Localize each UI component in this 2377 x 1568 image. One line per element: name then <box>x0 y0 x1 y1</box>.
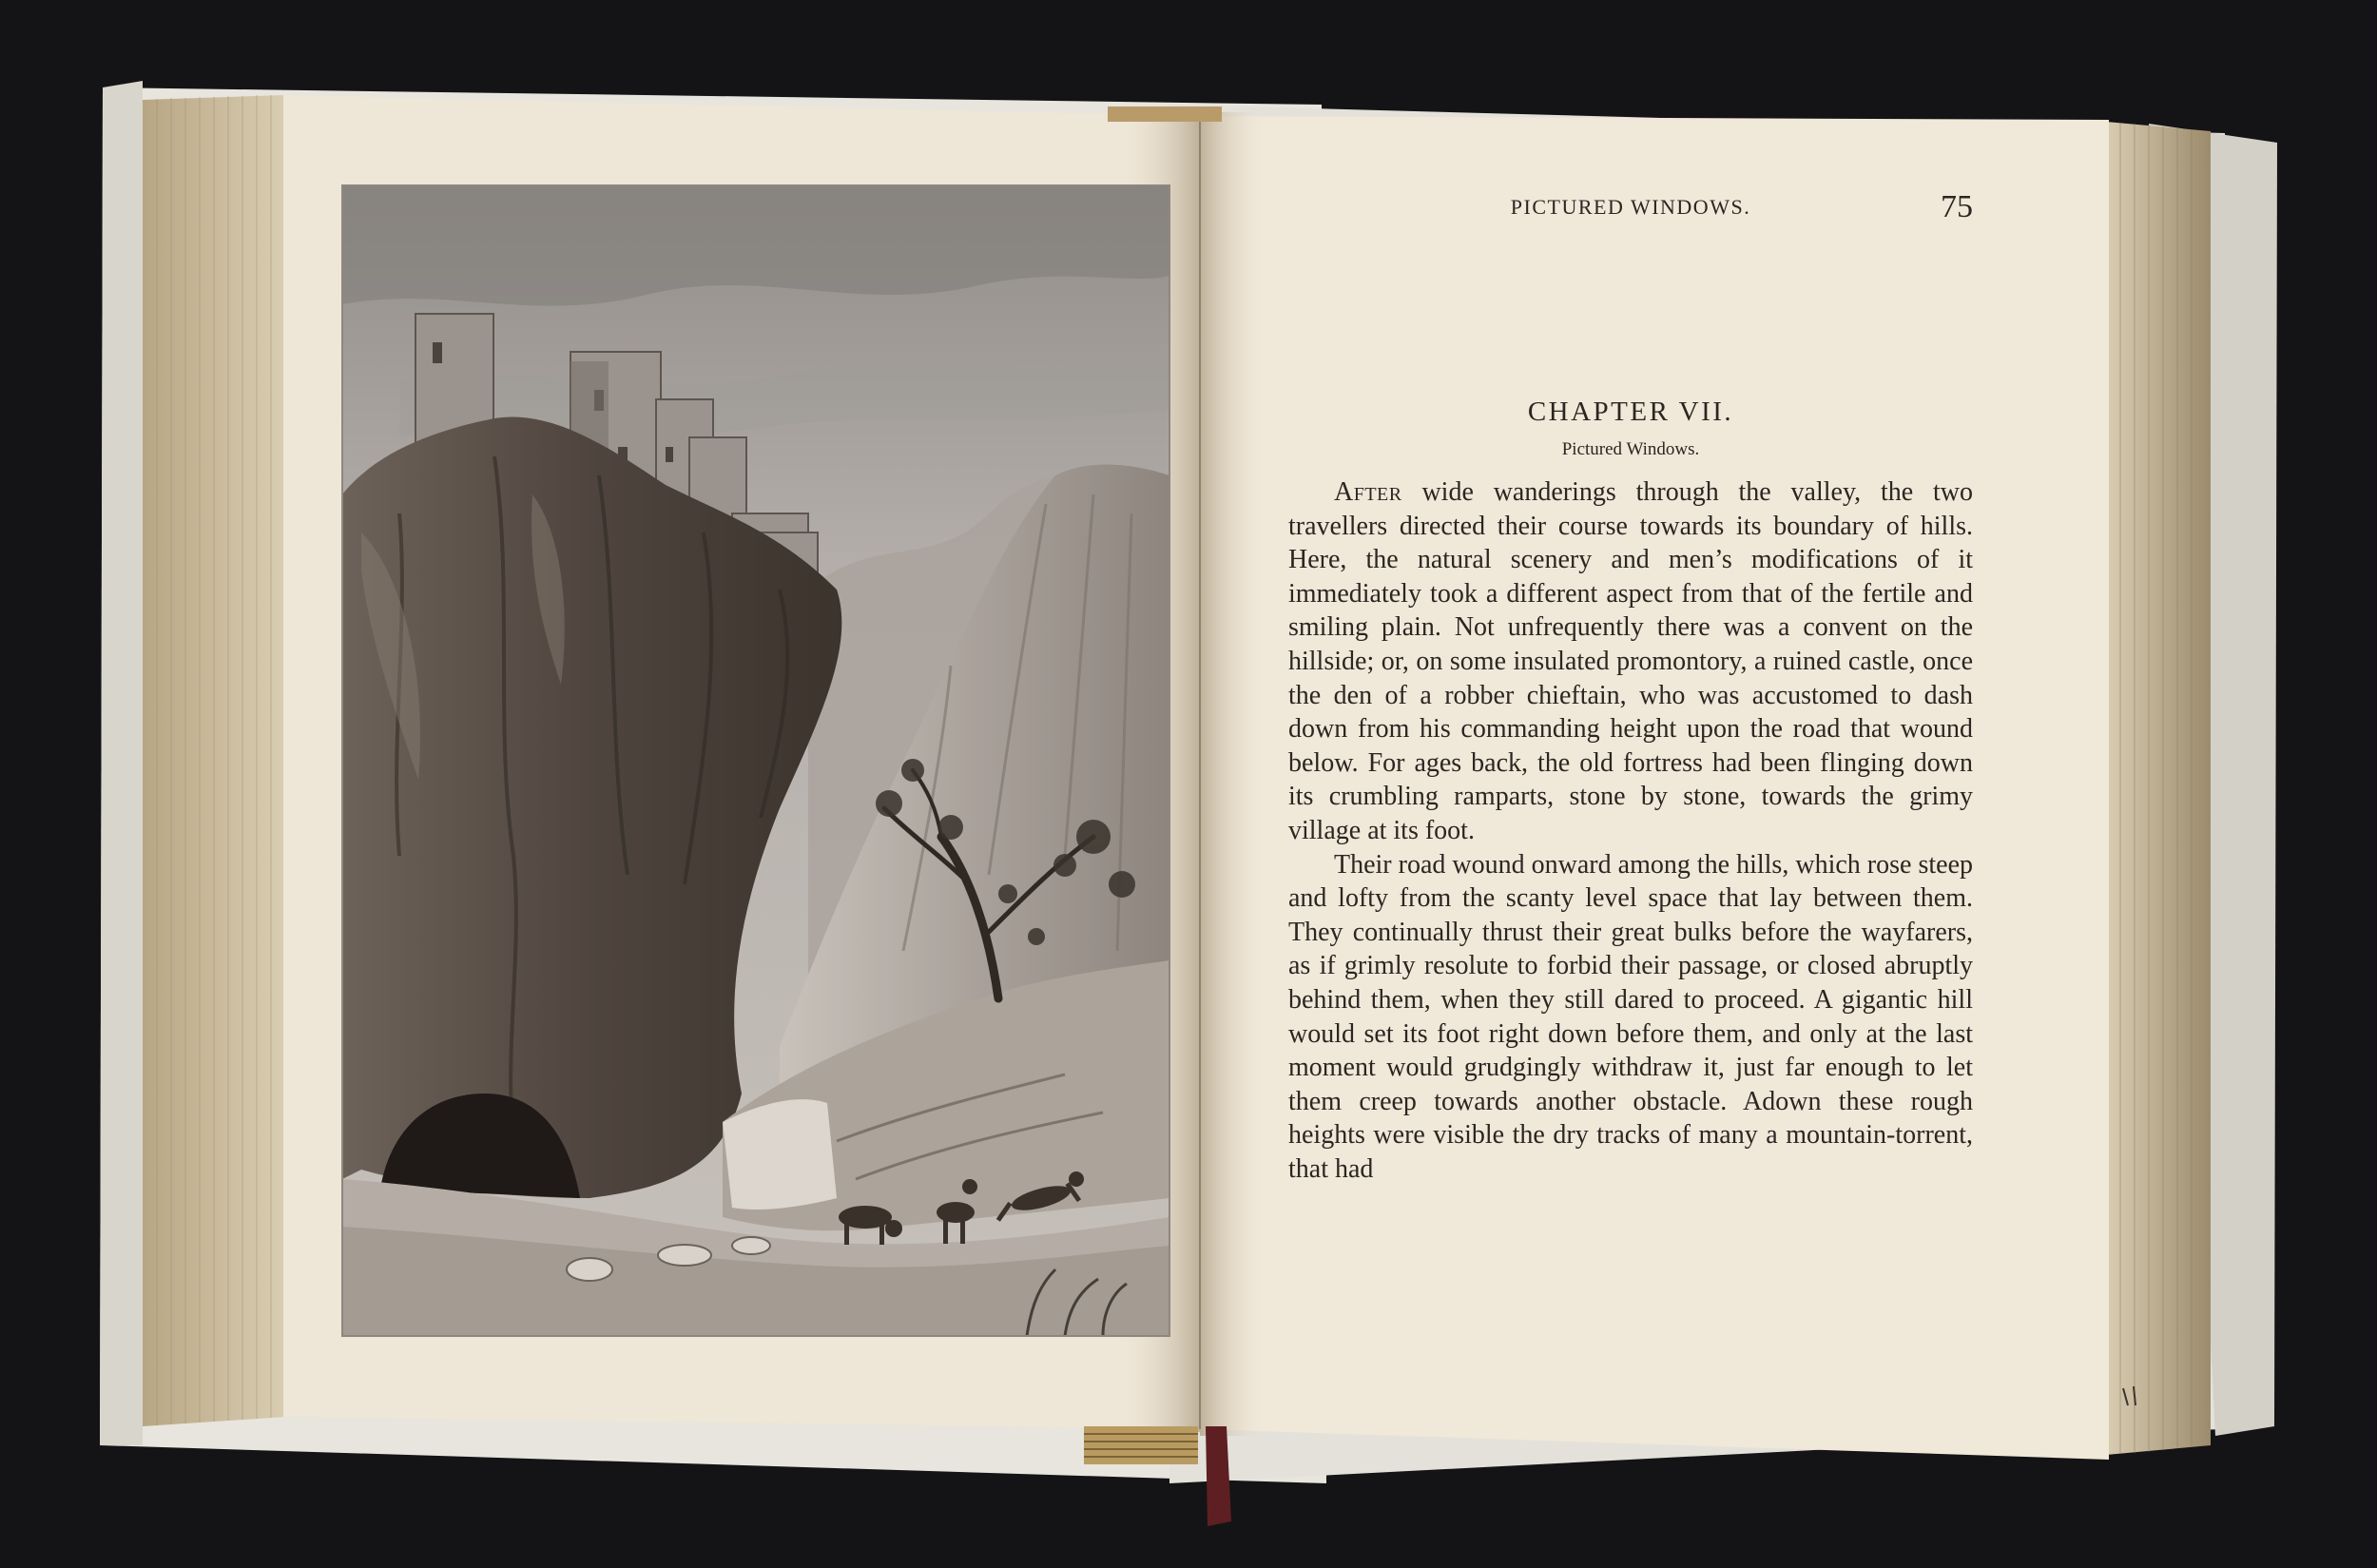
body-text <box>1288 475 1973 1186</box>
illustration-plate <box>342 185 1169 1336</box>
paragraph-1-body: wide wanderings through the valley, the two travellers directed their course towards its boundary of hills. Here, the natural scenery and men’s modifications of it immediately took a different aspect from that of the fertile and smiling plain. Not unfrequently there was a convent on the hillside; or, on some insulated promontory, a ruined castle, once the den of a robber chieftain, who was accustomed to dash down from his commanding height upon the road that wound below. For ages back, the old fortress had been flinging down its crumbling ramparts, stone by stone, towards the grimy village at its foot. <box>1288 477 1973 845</box>
page-number: 75 <box>1941 189 1973 224</box>
right-page-text <box>1288 189 1973 1186</box>
running-head-title: PICTURED WINDOWS. <box>1510 195 1751 219</box>
paragraph-2: Their road wound onward among the hills, which rose steep and lofty from the scanty level space that lay between them. They continually thrust their great bulks before the wayfarers, as if grimly resolute to forbid their passage, or closed abruptly behind them, when they still dared to proceed. A gigantic hill would set its foot right down before them, and only at the last moment would grudgingly withdraw it, just far enough to let them creep towards another obstacle. Adown these rough heights were visible the dry tracks of many a mountain-torrent, that had <box>1288 849 1973 1184</box>
paragraph-1 <box>1288 475 1973 848</box>
chapter-subtitle: Pictured Windows. <box>1561 439 1700 459</box>
running-head <box>1288 189 1973 233</box>
paragraph-1-lead: After <box>1334 477 1402 507</box>
chapter-title: CHAPTER VII. <box>1527 397 1734 427</box>
